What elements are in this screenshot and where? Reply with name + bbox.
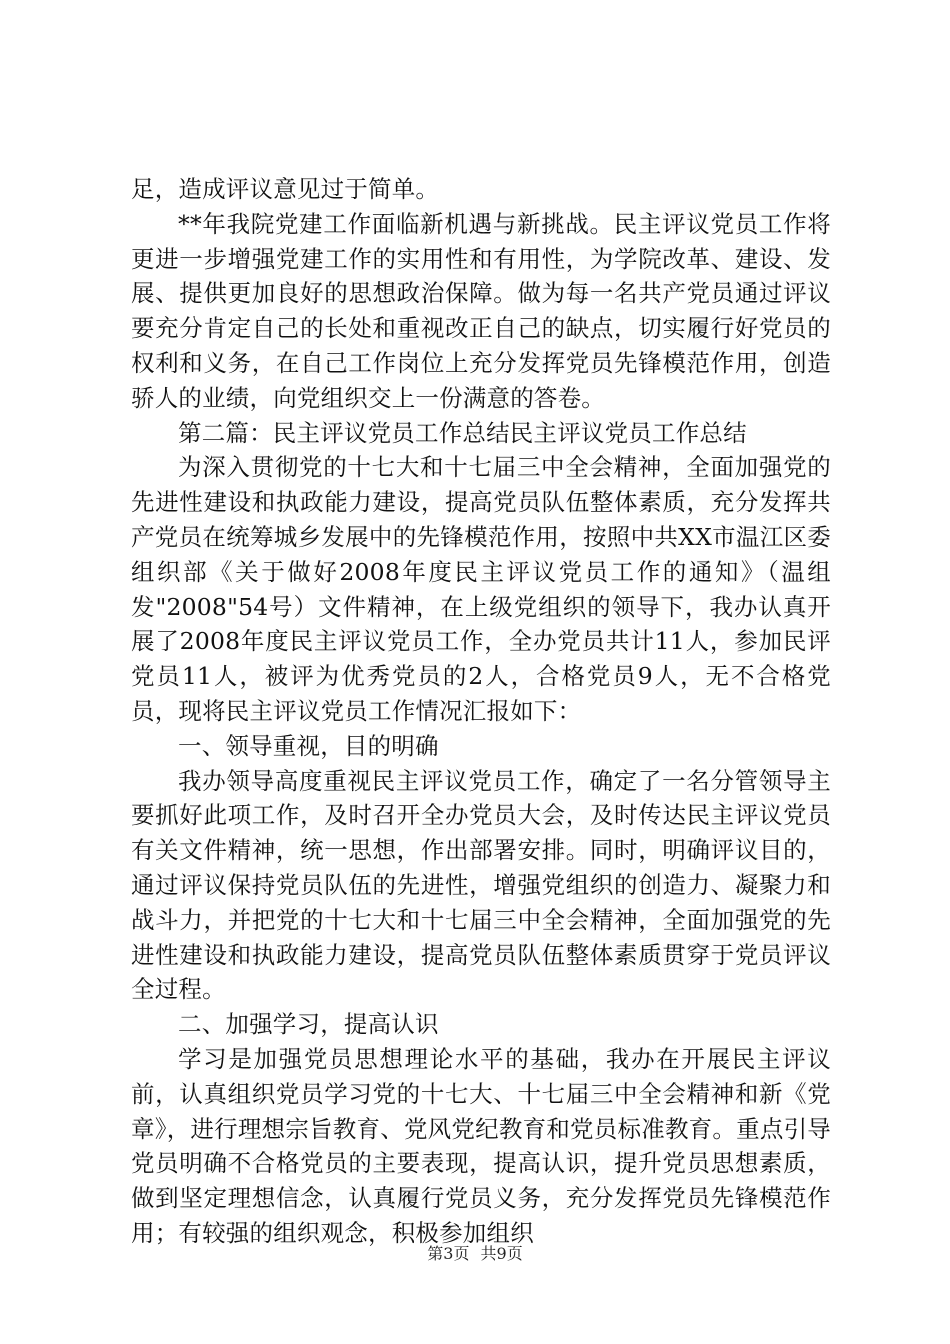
page-footer	[0, 1244, 950, 1264]
section-heading: 第二篇：民主评议党员工作总结民主评议党员工作总结	[178, 418, 747, 447]
paragraph: 我办领导高度重视民主评议党员工作，确定了一名分管领导主要抓好此项工作，及时召开全办党员大会，及时传达民主评议党员有关文件精神，统一思想，作出部署安排。同时，明确评议目的，通过评议保持党员队伍的先进性，增强党组织的创造力、凝聚力和战斗力，并把党的十七大和十七届三中全会精神，全面加强党的先进性建设和执政能力建设，提高党员队伍整体素质贯穿于党员评议全过程。	[131, 766, 831, 1004]
paragraph: 足，造成评议意见过于简单。	[131, 175, 440, 203]
page-number: 第3页	[427, 1244, 470, 1263]
section-heading: 二、加强学习，提高认识	[178, 1010, 439, 1039]
paragraph: **年我院党建工作面临新机遇与新挑战。民主评议党员工作将更进一步增强党建工作的实用性和有用性，为学院改革、建设、发展、提供更加良好的思想政治保障。做为每一名共产党员通过评议要充分肯定自己的长处和重视改正自己的缺点，切实履行好党员的权利和义务，在自己工作岗位上充分发挥党员先锋模范作用，创造骄人的业绩，向党组织交上一份满意的答卷。	[131, 209, 831, 412]
page-total: 共9页	[480, 1244, 523, 1263]
paragraph: 为深入贯彻党的十七大和十七届三中全会精神，全面加强党的先进性建设和执政能力建设，提高党员队伍整体素质，充分发挥共产党员在统筹城乡发展中的先锋模范作用，按照中共XX市温江区委组织部《关于做好2008年度民主评议党员工作的通知》（温组发"2008"54号）文件精神，在上级党组织的领导下，我办认真开展了2008年度民主评议党员工作，全办党员共计11人，参加民评党员11人，被评为优秀党员的2人，合格党员9人，无不合格党员，现将民主评议党员工作情况汇报如下：	[131, 453, 831, 725]
paragraph: 学习是加强党员思想理论水平的基础，我办在开展民主评议前，认真组织党员学习党的十七大、十七届三中全会精神和新《党章》，进行理想宗旨教育、党风党纪教育和党员标准教育。重点引导党员明确不合格党员的主要表现，提高认识，提升党员思想素质，做到坚定理想信念，认真履行党员义务，充分发挥党员先锋模范作用；有较强的组织观念，积极参加组织	[131, 1044, 831, 1247]
document-body	[131, 172, 831, 1251]
section-heading: 一、领导重视，目的明确	[178, 731, 439, 760]
